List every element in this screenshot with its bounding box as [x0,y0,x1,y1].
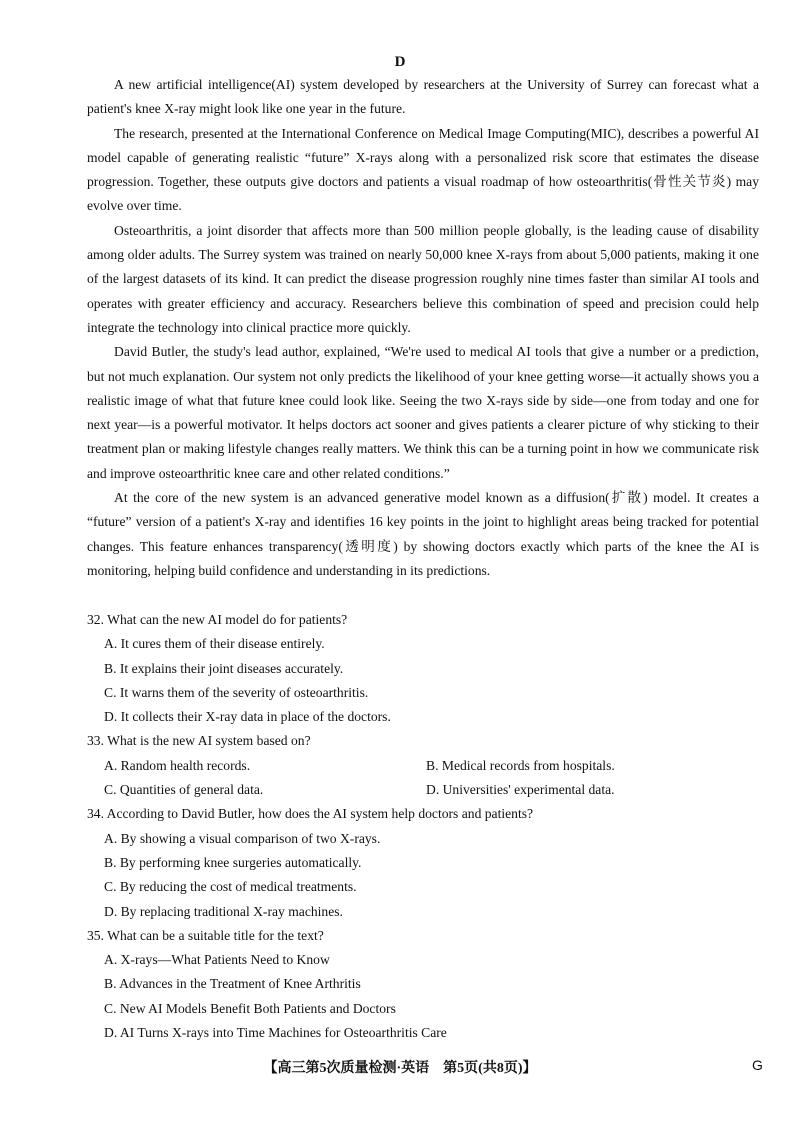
answer-option: D. Universities' experimental data. [426,782,615,798]
answer-option: A. It cures them of their disease entirely. [104,636,325,652]
passage-paragraph: The research, presented at the International Conference on Medical Image Computing(MIC), describes a powerful AI model capable of generating realistic “future” X-rays along with a personalized risk score that estimates the disease progression. Together, these outputs give doctors and patients a visual roadmap of how osteoarthritis(骨性关节炎) may evolve over time. [87,125,759,214]
page-footer: 【高三第5次质量检测·英语 第5页(共8页)】 [263,1061,537,1076]
answer-option: B. Advances in the Treatment of Knee Arthritis [104,976,361,992]
question-stem: 32. What can the new AI model do for patients? [87,612,348,627]
answer-option: A. Random health records. [104,757,251,773]
reading-passage [87,73,759,583]
passage-paragraph: Osteoarthritis, a joint disorder that affects more than 500 million people globally, is the leading cause of disability among older adults. The Surrey system was trained on nearly 50,000 knee X-rays from about 5,000 patients, making it one of the largest datasets of its kind. It can predict the disease progression roughly nine times faster than similar AI tools and operates with greater efficiency and accuracy. Researchers believe this combination of speed and precision could help integrate the technology into clinical practice more quickly. [87,222,759,335]
section-heading: D [394,54,406,70]
answer-option: C. By reducing the cost of medical treatments. [104,879,357,895]
question-35 [87,924,759,1045]
option-row [104,778,759,802]
answer-option: B. Medical records from hospitals. [426,757,615,773]
answer-option: C. New AI Models Benefit Both Patients and Doctors [104,1000,396,1016]
paper-version-code: G [752,1057,763,1073]
answer-option: A. By showing a visual comparison of two X-rays. [104,830,381,846]
question-stem: 33. What is the new AI system based on? [87,733,311,749]
answer-option: D. AI Turns X-rays into Time Machines for Osteoarthritis Care [104,1025,447,1041]
passage-paragraph: At the core of the new system is an advanced generative model known as a diffusion(扩散) model. It creates a “future” version of a patient's X-ray and identifies 16 key points in the joint to highlight areas being tracked for potential changes. This feature enhances transparency(透明度) by showing doctors exactly which parts of the knee the AI is monitoring, helping build confidence and understanding in its predictions. [87,490,759,578]
passage-paragraph: A new artificial intelligence(AI) system developed by researchers at the University of Surrey can forecast what a patient's knee X-ray might look like one year in the future. [87,77,759,117]
question-32 [87,608,759,729]
question-stem: 34. According to David Butler, how does the AI system help doctors and patients? [87,806,534,822]
question-list [87,608,759,1045]
answer-option: D. By replacing traditional X-ray machines. [104,903,343,919]
answer-option: C. It warns them of the severity of osteoarthritis. [104,684,369,700]
question-stem: 35. What can be a suitable title for the text? [87,927,324,943]
answer-option: C. Quantities of general data. [104,782,264,798]
answer-option: D. It collects their X-ray data in place of the doctors. [104,709,391,725]
question-34 [87,802,759,923]
option-row [104,754,759,778]
answer-option: A. X-rays—What Patients Need to Know [104,952,330,968]
question-33 [87,729,759,802]
answer-option: B. It explains their joint diseases accurately. [104,660,344,676]
answer-option: B. By performing knee surgeries automatically. [104,854,362,870]
passage-paragraph: David Butler, the study's lead author, explained, “We're used to medical AI tools that give a number or a prediction, but not much explanation. Our system not only predicts the likelihood of your knee getting worse—it actually shows you a realistic image of what that future knee could look like. Seeing the two X-rays side by side—one from today and one for next year—is a powerful motivator. It helps doctors act sooner and gives patients a clearer picture of why sticking to their treatment plan or making lifestyle changes really matters. We think this can be a turning point in how we communicate risk and improve osteoarthritic knee care and other related conditions.” [87,344,759,481]
